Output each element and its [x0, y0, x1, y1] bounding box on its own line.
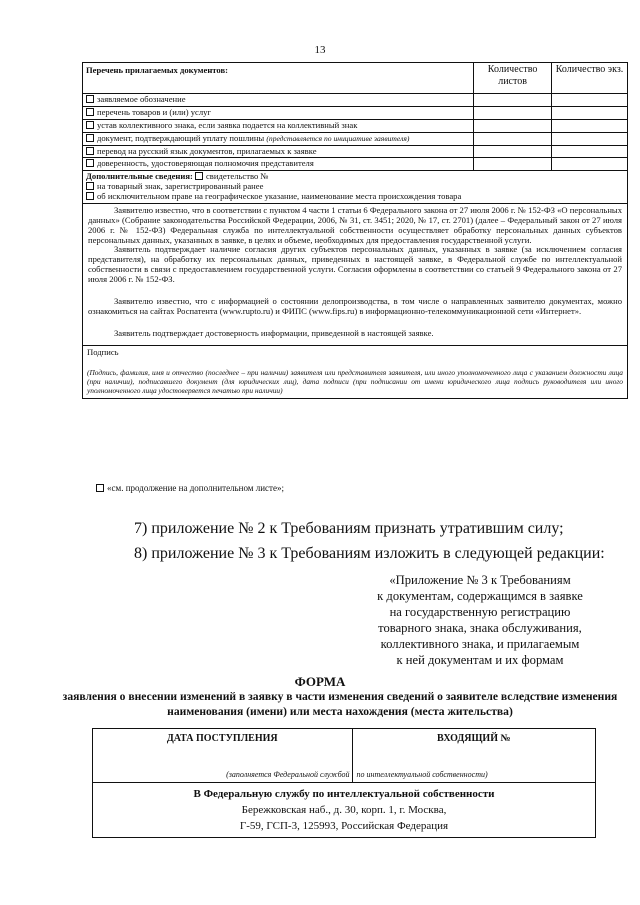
incoming-number-cell[interactable]: [352, 729, 596, 783]
form-title: ФОРМА: [294, 674, 346, 689]
signature-note: (Подпись, фамилия, имя и отчество (последнее – при наличии) заявителя или представителя заявителя, или иного уполномоченного лица с указанием должности лица (при наличии), подписавшего документ (для юридических лиц), дата подписи (при подписании от имени юридического лица подпись руководителя или иного уполномоченного лица удостоверяется печатью при наличии): [87, 368, 623, 396]
incoming-number-label: ВХОДЯЩИЙ №: [436, 733, 511, 744]
continuation-note: «см. продолжение на дополнительном листе»;: [96, 483, 284, 493]
consent-paragraph-2: Заявитель подтверждает наличие согласия других субъектов персональных данных, указанных в заявке (за исключением согласия представителя), на обработку их персональных данных, приведенных в настоящей заявке, в Федеральной службе по интеллектуальной собственности в связи с предоставлением государственной услуги. Согласия оформлены в соответствии со статьей 9 Федерального закона от 27 июля 2006 г. № 152-ФЗ.: [88, 244, 622, 284]
form-header-table: [92, 728, 596, 838]
doc-item-fee: документ, подтверждающий уплату пошлины (представляется по инициативе заявителя): [83, 132, 474, 145]
consent-block: [83, 203, 628, 345]
filled-by-note-2: по интеллектуальной собственности): [356, 770, 488, 779]
item-8: 8) приложение № 3 к Требованиям изложить в следующей редакции:: [134, 545, 605, 562]
page-number: 13: [314, 44, 326, 56]
signature-label: Подпись: [87, 346, 119, 357]
checkbox[interactable]: [96, 484, 104, 492]
checkbox[interactable]: [195, 172, 203, 180]
checkbox[interactable]: [86, 159, 94, 167]
checkbox[interactable]: [86, 192, 94, 200]
confirm-paragraph: Заявитель подтверждает достоверность информации, приведенной в настоящей заявке.: [114, 327, 434, 338]
addressee-cell: [93, 783, 596, 838]
item-7: 7) приложение № 2 к Требованиям признать утратившим силу;: [134, 520, 564, 537]
doc-item: перевод на русский язык документов, прилагаемых к заявке: [83, 145, 474, 158]
form-subtitle: заявления о внесении изменений в заявку в части изменения сведений о заявителе вследствие изменения наименования (имени) или места нахождения (места жительства): [62, 690, 618, 718]
checkbox[interactable]: [86, 134, 94, 142]
checkbox[interactable]: [86, 147, 94, 155]
checkbox[interactable]: [86, 121, 94, 129]
addressee: В Федеральную службу по интеллектуальной собственности: [193, 788, 495, 800]
col-sheets: Количество листов: [474, 63, 552, 94]
col-copies: Количество экз.: [552, 63, 628, 94]
documents-table: [82, 62, 628, 399]
date-received-label: ДАТА ПОСТУПЛЕНИЯ: [166, 733, 278, 744]
doc-item: доверенность, удостоверяющая полномочия представителя: [83, 158, 474, 171]
checkbox[interactable]: [86, 182, 94, 190]
checkbox[interactable]: [86, 95, 94, 103]
consent-paragraph: Заявителю известно, что в соответствии с пунктом 4 части 1 статьи 6 Федерального закона от 27 июля 2006 г. № 152-ФЗ «О персональных данных» (Собрание законодательства Российской Федерации, 2006, № 31, ст. 3451; 2020, № 17, ст. 2701) (далее – Федеральный закон от 27 июля 2006 г. № 152-ФЗ) Федеральная служба по интеллектуальной собственности осуществляет обработку персональных данных субъектов персональных данных, указанных в заявке, в целях и объеме, необходимых для предоставления государственной услуги.: [88, 204, 622, 245]
address-line-1: Бережковская наб., д. 30, корп. 1, г. Москва,: [241, 804, 447, 816]
signature-block: [83, 345, 628, 399]
doc-item: устав коллективного знака, если заявка подается на коллективный знак: [83, 119, 474, 132]
appendix-reference: «Приложение № 3 к Требованиям к документам, содержащимся в заявке на государственную регистрацию товарного знака, знака обслуживания, коллективного знака, и прилагаемым к ней документам и их формам: [377, 573, 583, 667]
additional-info: Дополнительные сведения: свидетельство № на товарный знак, зарегистрированный ранее об исключительном праве на географическое указание, наименование места происхождения товара: [83, 171, 628, 204]
docs-header: Перечень прилагаемых документов:: [83, 63, 474, 94]
doc-item: заявляемое обозначение: [83, 94, 474, 107]
filled-by-note: (заполняется Федеральной службой: [226, 770, 350, 779]
date-received-cell[interactable]: [93, 729, 353, 783]
doc-item: перечень товаров и (или) услуг: [83, 106, 474, 119]
address-line-2: Г-59, ГСП-3, 125993, Российская Федерация: [239, 820, 449, 832]
checkbox[interactable]: [86, 108, 94, 116]
info-paragraph: Заявителю известно, что с информацией о состоянии делопроизводства, в том числе о направленных заявителю документах, можно ознакомиться на сайтах Роспатента (www.rupto.ru) и ФИПС (www.fips.ru) в информационно-телекоммуникационной сети «Интернет».: [88, 295, 622, 316]
